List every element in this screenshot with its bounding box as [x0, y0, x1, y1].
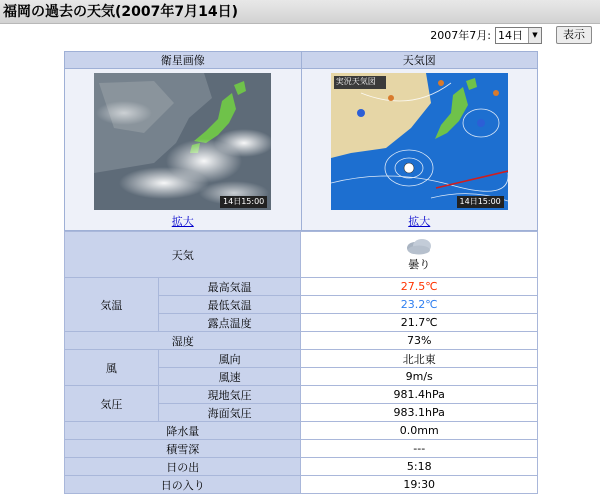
weather-table — [64, 231, 538, 494]
min-temp-label: 最低気温 — [158, 296, 301, 314]
sea-pressure-label: 海面気圧 — [158, 404, 301, 422]
table-row — [65, 350, 538, 368]
snow-depth-value: --- — [301, 440, 538, 458]
show-button[interactable]: 表示 — [556, 26, 592, 44]
table-row — [65, 440, 538, 458]
sea-pressure-value: 983.1hPa — [301, 404, 538, 422]
sunrise-value: 5:18 — [301, 458, 538, 476]
day-select-value: 14日 — [498, 28, 523, 42]
weather-map-zoom-link[interactable]: 拡大 — [408, 215, 431, 228]
wind-direction-label: 風向 — [158, 350, 301, 368]
weather-value-cell — [301, 232, 538, 278]
weather-map-banner: 実況天気図 — [335, 77, 376, 86]
weather-map-cell — [301, 69, 538, 231]
page-title: 福岡の過去の天気(2007年7月14日) — [0, 0, 600, 24]
min-temp-value: 23.2℃ — [301, 296, 538, 314]
temperature-group-label: 気温 — [65, 278, 159, 332]
sunrise-label: 日の出 — [65, 458, 301, 476]
satellite-zoom-link[interactable]: 拡大 — [171, 215, 194, 228]
table-row — [65, 278, 538, 296]
humidity-value: 73% — [301, 332, 538, 350]
satellite-cell — [65, 69, 302, 231]
max-temp-label: 最高気温 — [158, 278, 301, 296]
station-pressure-label: 現地気圧 — [158, 386, 301, 404]
max-temp-value: 27.5℃ — [301, 278, 538, 296]
image-panel — [64, 51, 538, 231]
table-row — [65, 332, 538, 350]
wind-direction-value: 北北東 — [301, 350, 538, 368]
cloudy-icon — [405, 237, 433, 255]
table-row — [65, 232, 538, 278]
table-row — [65, 458, 538, 476]
wind-group-label: 風 — [65, 350, 159, 386]
weather-label: 天気 — [65, 232, 301, 278]
weather-map-image[interactable] — [331, 73, 508, 210]
satellite-timestamp: 14日15:00 — [220, 196, 267, 208]
weather-map-graphic — [331, 73, 508, 210]
precipitation-label: 降水量 — [65, 422, 301, 440]
table-row — [65, 476, 538, 494]
humidity-label: 湿度 — [65, 332, 301, 350]
satellite-header: 衛星画像 — [65, 52, 302, 69]
precipitation-value: 0.0mm — [301, 422, 538, 440]
sunset-label: 日の入り — [65, 476, 301, 494]
dew-point-value: 21.7℃ — [301, 314, 538, 332]
weather-value: 曇り — [408, 258, 431, 271]
day-select[interactable] — [495, 27, 542, 44]
sunset-value: 19:30 — [301, 476, 538, 494]
month-label: 2007年7月: — [430, 29, 491, 42]
weather-map-header: 天気図 — [301, 52, 538, 69]
date-selector — [430, 26, 592, 44]
table-row — [65, 386, 538, 404]
station-pressure-value: 981.4hPa — [301, 386, 538, 404]
chevron-down-icon[interactable]: ▼ — [528, 28, 541, 43]
satellite-map-graphic — [94, 73, 271, 210]
wind-speed-label: 風速 — [158, 368, 301, 386]
snow-depth-label: 積雪深 — [65, 440, 301, 458]
satellite-image[interactable] — [94, 73, 271, 210]
wind-speed-value: 9m/s — [301, 368, 538, 386]
weather-map-timestamp: 14日15:00 — [457, 196, 504, 208]
dew-point-label: 露点温度 — [158, 314, 301, 332]
pressure-group-label: 気圧 — [65, 386, 159, 422]
table-row — [65, 422, 538, 440]
